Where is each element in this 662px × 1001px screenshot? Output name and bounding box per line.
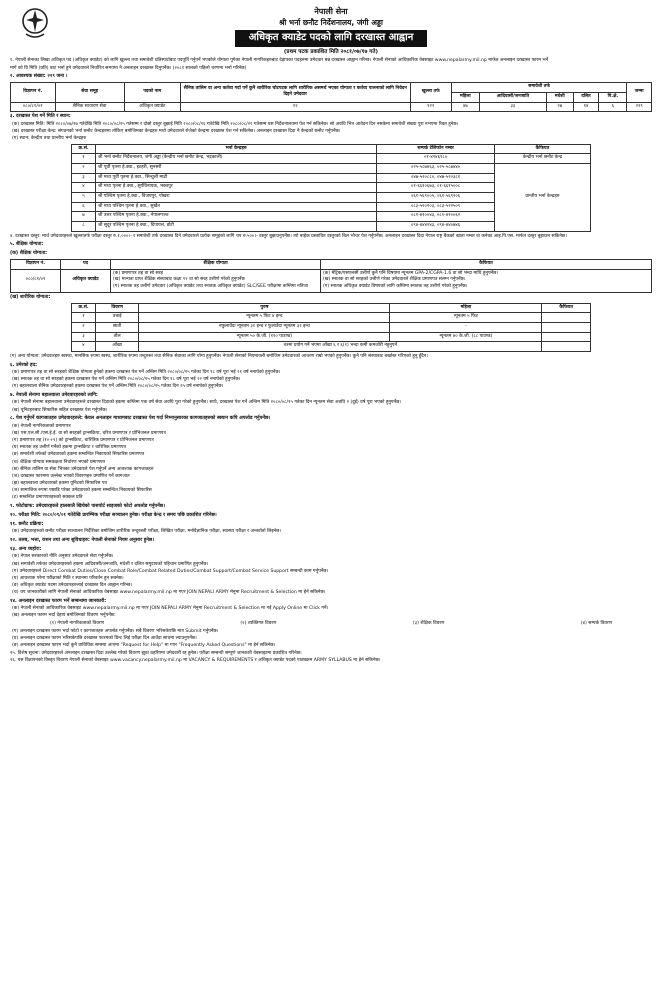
cell: श्री उत्तर पश्चिम पृतना हे.क्वा., नेपालगञ्ज — [96, 212, 377, 222]
cell: ०८०/८१/०१ — [11, 269, 61, 292]
edu-line: (ख) मान्यता प्राप्त शैक्षिक संस्थाबाट कक्षा १२ वा सो सरह उत्तीर्ण गरेको हुनुपर्नेछ — [113, 277, 245, 283]
section-2: २. आवश्यक संख्या: २२९ जना । — [10, 74, 68, 80]
form-section-item: (१) नेपाली नागरिकताको विवरण — [50, 621, 104, 627]
cell: - — [390, 322, 542, 332]
list-item: (क) उमेदवारहरुको छनौट परीक्षा सञ्चालन निर्देशिका बमोजिम शारीरिक तन्दुरुस्ती परीक्षा, लिखित परीक्षा, मनोवैज्ञानिक परीक्षा, स्वास्थ्य परीक्षा र अन्तर्वार्ता लिइनेछ। — [12, 529, 282, 535]
cell: ०४७-५२०८८०, ०४७-५२०३८१ — [377, 173, 495, 183]
form-section-item: (३) शैक्षिक विवरण — [412, 621, 445, 627]
edu-line: (ग) स्नातक तह उत्तीर्ण उमेदवार (अधिकृत क्याडेट तथा स्नातक अधिकृत क्याडेट) SLC/SEE परीक्षामा कम्तिमा नतिजा — [113, 284, 309, 290]
cell: १ — [72, 313, 96, 323]
education-table — [10, 259, 652, 293]
th-post: पद — [61, 260, 111, 270]
section-15: १५. विशेष सूचना: उमेदवारहरुले अनलाइन दरखास्त दिदा उल्लेख गरेको विवरण झुठा ठहरिएमा उमेदवारी रद्द हुनेछ। परीक्षा सम्बन्धी सम्पूर्ण जानकारी वेबसाइटमा प्रकाशित गरिनेछ। — [10, 650, 302, 656]
form-section-item: (४) सम्पर्क विवरण — [580, 621, 612, 627]
section-3b: (ख) दरखास्त परीक्षा केन्द्र: संगठनको भर्ना छनौट केन्द्रहरुमा तोकिए बमोजिमका केन्द्रहरु मध्ये उमेदवारले रोजेको केन्द्रमा दरखास्त पेश गर्न सकिनेछ। अनलाइन दरखास्त दिदा नै केन्द्रको छनौट गर्नुपर्नेछ। — [12, 128, 341, 134]
cell: श्री पूर्वी पृतना हे.क्वा., इटहरी, सुनसरी — [96, 163, 377, 173]
list-item: (ख) समावेशी तर्फका उमेदवारहरुको हकमा आदिवासी/जनजाति, मधेशी र दलित समुदायको पहिचान प्रमाणित हुनुपर्नेछ। — [12, 561, 209, 567]
remark-line: (ग) स्नातक अधिकृत क्याडेट विषयको लागि कम्तिमा स्नातक तह उत्तीर्ण गरेको हुनुपर्नेछ। — [323, 284, 468, 290]
form-section-item: (२) व्यक्तिगत विवरण — [240, 621, 277, 627]
th-women: महिला — [451, 92, 479, 102]
cell — [542, 322, 591, 332]
cell: ०२५-५८७४६३, ०२५-५८७४४० — [377, 163, 495, 173]
cell: ०६१-५६९००५, ०६१-५६९२०६ — [377, 192, 495, 202]
cell: ६ — [599, 102, 627, 112]
cell: २७ — [546, 102, 573, 112]
cell: २२९ — [627, 102, 652, 112]
cell: न्यूनतम ५ फिट — [390, 313, 542, 323]
cell: श्री मध्य पश्चिम पृतना हे.क्वा., सुर्खेत — [96, 202, 377, 212]
publish-date: (प्रथम पटक प्रकाशित मिति २०८१/०७/१७ गते) — [283, 49, 379, 55]
section-9: ९. फोटोग्राफ: उमेदवारहरुले हालसालै खिचेको पासपोर्ट साइजको फोटो अपलोड गर्नुपर्नेछ। — [10, 503, 165, 509]
cell: न्यूनतम ५० के.जी. (११० पाउण्ड) — [139, 332, 390, 342]
cell: ७ — [72, 212, 96, 222]
table-row — [11, 102, 652, 112]
list-item: (ग) अनलाइन दरखास्त फारम भर्दा फोटो र कागजातहरु अपलोड गर्नुपर्नेछ। सबै विवरण भरिसकेपछि मात्र Submit गर्नुपर्नेछ। — [12, 628, 219, 634]
section-11: ११. छनौट प्रक्रिया: — [10, 521, 44, 527]
nepal-army-emblem-icon — [20, 6, 50, 40]
list-item: (ख) स्नातक तह वा सो सरहको हकमा दरखास्त पेश गर्ने अन्तिम मिति २०८०/०८/१५ गतेका दिन १८ वर्ष पूरा भई २२ वर्ष ननाघेको हुनुपर्नेछ। — [12, 377, 241, 383]
cell: सैनिक साधारण सेवा — [55, 102, 124, 112]
section-8: ८. पेश गर्नुपर्ने कागजातहरु उमेदवारहरुले: केवल अनलाइन माध्यमबाट दरखास्त पेश गर्दा निम्नानुसारका कागजातहरुको स्क्यान कपि अपलोड गर्नुपर्नेछ। — [10, 416, 271, 422]
list-item: (ज) दरखास्त फारममा उल्लेख भएको विवरणहरु प्रमाणित गर्ने कागजात — [12, 473, 130, 479]
cell: १२२ — [410, 102, 451, 112]
cell: २ — [72, 322, 96, 332]
th-dalit: दलित — [573, 92, 599, 102]
remark-line: (क) मेट्रिक/एसएलसी उत्तीर्ण कुनै पनि विषयमा न्यूनतम GPA-2/CGPA-1.6 वा सो भन्दा माथि हुनुपर्नेछ। — [323, 270, 499, 276]
table-row — [72, 342, 591, 352]
cell: श्री मध्य पृतना हे.क्वा., सुर्यविनायक, भक्तपुर — [96, 183, 377, 193]
th-female: महिला — [390, 303, 542, 313]
th-ad-no: विज्ञापन नं. — [11, 260, 61, 270]
section-3a: (क) दरखास्त मिति: मिति २०८०/०७/१७ गतेदेखि मिति २०८०/०८/१५ गतेसम्म र दोस्रो दस्तुर बुझाई मिति २०८०/०८/१६ गतेदेखि मिति २०८०/०८/२१ गतेसम्म यस निर्देशनालयमा पेश गर्न सकिनेछ। सो अवधि भित्र आवेदन दिन नसकेमा समावेशी संख्या पुरा नभएमा रिक्त हुनेछ। — [12, 121, 459, 127]
cell: चश्मा प्रयोग गर्ने भएमा आँखा ६ र ६(१) भन्दा कमी कमजोरी नहुनुपर्ने — [139, 342, 542, 352]
notice-header — [10, 4, 652, 48]
cell: अधिकृत क्याडेट — [61, 269, 111, 292]
list-item: (च) थप जानकारीको लागि नेपाली सेनाको आधिकारिक वेबसाइट www.nepalarmy.mil.np मा गएर JOIN NEPALI ARMY मेनुमा Recruitment & Selection मा हेर्न सकिनेछ। — [12, 590, 326, 596]
cell: ५ — [72, 192, 96, 202]
th-injury: सैनिक तालिम वा अन्य कर्तव्य गर्दा पर्ने कुनै शारीरिक चोटपटक लागि शारीरिक असमर्थ भएका योग्यता र कर्तव्य पालनाको लागि निवेदन दिइने उमेदवार — [180, 83, 410, 102]
cell: ०८०/८१/०१ — [11, 102, 56, 112]
section-5: ५. शैक्षिक योग्यता: — [10, 242, 44, 248]
list-item: (ख) एस.एल.सी./एस.ई.ई. वा सो सरहको ट्रान्सक्रिप्ट, चरित्र प्रमाणपत्र र प्रोभिजनल प्रमाणपत्र — [12, 430, 166, 436]
list-item: (क) प्रमाणपत्र तह वा सो सरहको शैक्षिक योग्यता हुनेको हकमा दरखास्त पेश गर्ने अन्तिम मिति २०८०/०८/१५ गतेका दिन १८ वर्ष पूरा भई २१ वर्ष ननाघेको हुनुपर्नेछ। — [12, 370, 281, 376]
th-total: जम्मा — [627, 83, 652, 102]
th-open: खुल्ला तर्फ — [410, 83, 451, 102]
cell: केन्द्रीय भर्ना छनौट केन्द्र — [494, 154, 590, 164]
vacancy-table — [10, 82, 652, 112]
th-madhesi: मधेशी — [546, 92, 573, 102]
th-sn: क्र.सं. — [72, 303, 96, 313]
section-12: १२. तलब, भत्ता, राशन तथा अन्य सुविधाहरु: नेपाली सेनाको नियम अनुसार हुनेछ। — [10, 537, 155, 543]
cell: ०९४-४४४२४३, ०९४-४४०७४६ — [377, 221, 495, 231]
list-item: (क) नेपाल सरकारको नीति अनुसार उमेदवारले सेवा गर्नुपर्नेछ। — [12, 554, 114, 560]
section-10: १०. परीक्षा मिति: २०८०/०९/०१ गतेदेखि प्रारम्भिक परीक्षा सञ्चालन हुनेछ। परीक्षा केन्द्र र समय पछि प्रकाशित गरिनेछ। — [10, 512, 217, 518]
edu-line: (क) प्रमाणपत्र तह वा सो सरह — [113, 270, 163, 276]
table-row — [72, 332, 591, 342]
cell: ३ — [72, 332, 96, 342]
list-item: (ग) बहालवाला सैनिक उमेदवारहरुको हकमा दरखास्त पेश गर्ने अन्तिम मिति २०८०/०८/१५ गतेका दिन २५ वर्ष ननाघेको हुनुपर्नेछ। — [12, 384, 224, 390]
th-phone: सम्पर्क टेलिफोन नम्बर — [377, 144, 495, 154]
list-item: (छ) सैनिक तालिम वा सेवा भित्रका उमेदवारले पेश गर्नुपर्ने अन्य आवश्यक कागजातहरु — [12, 466, 154, 472]
list-item: (क) नेपाली नागरिकताको प्रमाणपत्र — [12, 423, 71, 429]
cell: श्री भर्ना छनौट निर्देशनालय, जंगी अड्डा (केन्द्रीय भर्ना छनौट केन्द्र, भद्रकाली) — [96, 154, 377, 164]
cell: ८ — [72, 221, 96, 231]
section-14: १४. अनलाइन दरखास्त फारम भर्ने सम्बन्धमा जानकारी: — [10, 598, 107, 604]
cell: ३ — [72, 173, 96, 183]
list-item: (ग) उमेदवारहरुले Direct Combat Duties/Close Combat Role/Combat Related Duties/Combat Support/Combat Service Support सम्बन्धी काम गर्नुपर्नेछ। — [12, 568, 329, 574]
cell: न्यूनतम ५ फिट ४ इन्च — [139, 313, 390, 323]
physical-table — [71, 303, 591, 352]
th-remark: कैफियत — [494, 144, 590, 154]
cell: २ — [72, 163, 96, 173]
cell: ०८१-४१००४३, ०८१-४१००६२ — [377, 212, 495, 222]
table-row — [72, 313, 591, 323]
cell: उचाई — [96, 313, 139, 323]
notice-banner: अधिकृत क्याडेट पदको लागि दरखास्त आह्वान — [235, 30, 428, 47]
th-centre: भर्ना केन्द्रहरु — [96, 144, 377, 154]
cell: १ — [72, 154, 96, 164]
list-item: (ङ) समावेशी तर्फको उमेदवारको हकमा सम्बन्धित निकायको सिफारिस प्रमाणपत्र — [12, 452, 145, 458]
section-5b: (ख) शारीरिक योग्यता: — [10, 294, 51, 300]
section-5a: (क) शैक्षिक योग्यता: — [10, 251, 48, 257]
list-item: (ङ) अधिकृत क्याडेट पदमा उमेदवारहरुलाई दरखास्त दिन आह्वान गरिन्छ। — [12, 583, 133, 589]
cell: तौल — [96, 332, 139, 342]
th-post: पदको नाम — [124, 83, 180, 102]
th-ad-no: विज्ञापन नं. — [11, 83, 56, 102]
remark-line: (ख) स्नातक वा सो सरहको उत्तीर्ण गरेका उमेदवारले शैक्षिक प्रमाणपत्र संलग्न गर्नुपर्नेछ। — [323, 277, 466, 283]
list-item: (घ) अनलाइन दरखास्त फारम भरिसकेपछि दरखास्त फारमको प्रिन्ट लिई परीक्षा दिन आउँदा साथमा ल्याउनुपर्नेछ। — [12, 635, 197, 641]
list-item: (घ) आवश्यक परेमा परीक्षाको मिति र स्थानमा परिवर्तन हुन सक्नेछ। — [12, 575, 124, 581]
cell — [542, 313, 591, 323]
th-remark: कैफियत — [542, 303, 591, 313]
cell: न्यूनतम ४० के.जी. (८८ पाउण्ड) — [390, 332, 542, 342]
office-name: श्री भर्ना छनौट निर्देशनालय, जंगी अड्डा — [279, 17, 383, 27]
section-13: १३. अन्य व्यहोरा: — [10, 546, 42, 552]
cell: ४ — [72, 342, 96, 352]
th-male: पुरुष — [139, 303, 390, 313]
list-item: (ञ) सामाजिक रुपमा पछाडि परेका उमेदवारको हकमा सम्बन्धित निकायको सिफारिस — [12, 488, 152, 494]
table-row — [72, 163, 591, 173]
section-3c: (ग) स्थान: केन्द्रीय तथा प्रान्तीय भर्ना केन्द्रहरु — [12, 135, 87, 141]
list-item: (ग) प्रमाणपत्र तह (१०+२) को ट्रान्सक्रिप्ट, चारित्रिक प्रमाणपत्र र प्रोभिजनल प्रमाणपत्र — [12, 438, 154, 444]
cell: ०१-४२४६९८० — [377, 154, 495, 164]
intro-text: १. नेपाली सेनाका लिखा अधिकृत पद (अधिकृत क्याडेट) को लागि खुल्ला तथा समावेशी प्रतिस्पर्धाबाट पदपूर्ति गर्नुपर्ने भएकोले योग्यता पुगेका नेपाली नागरिकहरुबाट देहायका पदहरुमा उमेदवार बन्न दरखास्त आह्वान गरिन्छ। नेपाली सेनाको आधिकारिक वेबसाइट www.nepalarmy.mil.np मार्फत अनलाइन दरखास्त फारम भर्ने — [10, 57, 549, 63]
th-edu: शैक्षिक योग्यता — [111, 260, 321, 270]
section-6: ६. उमेरको हद: — [10, 362, 38, 368]
table-row — [72, 322, 591, 332]
intro-text-2: मार्ग को वि मिति (प्रति) बाट भर्ना हुने उमेदवारले निर्धारित समयमा नै अनलाइन दरखास्त दिनुपर्नेछ। (२०८१ सालको पहिलो चरणमा भर्ना गरिनेछ) — [10, 65, 247, 71]
th-sn: क्र.सं. — [72, 144, 96, 154]
section-3: ३. दरखास्त पेश गर्ने मिति र स्थान: — [10, 114, 71, 120]
th-backward: पि.क्षे. — [599, 92, 627, 102]
cell: ६ — [72, 202, 96, 212]
cell — [542, 342, 591, 352]
th-inclusive: समावेशी तर्फ — [451, 83, 627, 93]
cell: ०८३-५२०२०३, ०८३-५२२५०९ — [377, 202, 495, 212]
th-remark: कैफियत — [321, 260, 652, 270]
cell: श्री सुदूर पश्चिम पृतना हे.क्वा., दिपायल, डोटी — [96, 221, 377, 231]
list-item: (क) नेपाली सेनाको आधिकारिक वेबसाइट www.nepalarmy.mil.np मा गएर JOIN NEPALI ARMY मेनुमा Recruitment & Selection मा गई Apply Online मा Click गर्ने। — [12, 606, 329, 612]
section-16: १६. यस विज्ञापनको विस्तृत विवरण नेपाली सेनाको वेबसाइट www.vacancy.nepalarmy.mil.np मा VACANCY & REQUIREMENTS र अधिकृत क्याडेट पदको पाठ्यक्रम ARMY SYLLABUS मा हेर्न सकिनेछ। — [10, 658, 381, 664]
cell: आँखा — [96, 342, 139, 352]
cell: ०१-६६१०६७३, ०१-६६१५००८ — [377, 183, 495, 193]
cell — [321, 269, 652, 292]
cell: अधिकृत क्याडेट — [124, 102, 180, 112]
cell: श्री मध्य पूर्वी पृतना हे.क्वा., सिन्धुली माढी — [96, 173, 377, 183]
cell: ४ — [72, 183, 96, 193]
list-item: (क) नेपाली सेनामा बहालवाला उमेदवारहरुले दरखास्त दिदाको हकमा कम्तिमा एक वर्ष सेवा अवधि पुरा गरेको हुनुपर्नेछ। साथै, दरखास्त पेश गर्ने अन्तिम मिति २०८०/०८/१५ गतेका दिन न्यूनतम सेवा अवधि २ (दुई) वर्ष पूरा भएको हुनुपर्नेछ। — [12, 400, 402, 406]
cell: श्री पश्चिम पृतना हे.क्वा., विजयपुर, पोखरा — [96, 192, 377, 202]
list-item: (झ) बहालवाला उमेदवारको हकमा यूनिटको सिफारिस पत्र — [12, 481, 107, 486]
table-row — [72, 154, 591, 164]
list-item: (ख) अनलाइन फारम भर्दा देहाय बमोजिमको विवरण भर्नुपर्नेछ: — [12, 613, 116, 619]
cell: छाती — [96, 322, 139, 332]
list-item: (ट) सम्बन्धित प्रमाणपत्रहरुको सक्कल प्रति — [12, 495, 83, 501]
table-row — [11, 269, 652, 292]
list-item: (घ) स्नातक तह उत्तीर्ण गर्नेको हकमा ट्रान्सक्रिप्ट र चारित्रिक प्रमाणपत्र — [12, 445, 126, 451]
cell: नफुलाउँदा न्यूनतम ३१ इन्च र फुलाउँदा न्यूनतम ३२ इन्च — [139, 322, 390, 332]
cell — [111, 269, 321, 292]
cell: १२ — [180, 102, 410, 112]
centres-table — [71, 144, 591, 232]
list-item: (ङ) अनलाइन दरखास्त फारम भर्दा कुनै प्राविधिक समस्या आएमा "Request for Help" मा गएर "Frequently Asked Questions" मा हेर्न सकिनेछ। — [12, 643, 276, 649]
th-service: सेवा समूह — [55, 83, 124, 102]
section-4: ४. दरखास्त दस्तुर: मार्थ उमेदवारहरुले खुल्लातर्फ परीक्षा दस्तुर रु.१,०००।- र समावेशी तर्फ दरखास्त दिने उमेदवारले प्रत्येक समूहको लागि थप रु.५००।- दस्तुर बुझाउनुपर्नेछ। त्यो बाहेक प्रस्तावित दस्तुरको बिल भौचर पेश गर्नुपर्नेछ। अनलाइन दरखास्त दिदा नेपाल राष्ट्र बैंकको खाता नम्बर वा कनेक्ट आइ.पि.एस. मार्फत दस्तुर बुझाउन सकिनेछ। — [10, 233, 567, 239]
list-item: (च) शैक्षिक योग्यता समकक्षता निर्धारण भएको प्रमाणपत्र — [12, 459, 105, 465]
section-7: ७. नेपाली सेनामा बहालवाला उमेदवारहरुको लागि: — [10, 393, 98, 399]
th-janajati: आदिवासी/जनजाति — [479, 92, 546, 102]
th-detail: विवरण — [96, 303, 139, 313]
cell: १४ — [573, 102, 599, 112]
org-name: नेपाली सेना — [314, 7, 348, 16]
cell — [542, 332, 591, 342]
cell: प्रान्तीय भर्ना केन्द्रहरु — [494, 163, 590, 231]
list-item: (ख) यूनिटहरुबाट सिफारिस सहित दरखास्त पेश गर्नुपर्नेछ। — [12, 407, 108, 413]
section-5c: (ग) अन्य योग्यता: उमेदवारहरु स्वस्थ्य, मानसिक रुपमा स्वस्थ, शारीरिक रुपमा तन्दुरुस्त तथा सैनिक सेवाका लागि योग्य हुनुपर्नेछ। नेपाली सेनाको नियमावली बमोजिम उमेदवारको आचरण राम्रो भएको हुनुपर्नेछ। कुनै पनि संस्थाबाट बर्खास्त गरिएको हुनु हुँदैन। — [10, 353, 428, 359]
cell: ४७ — [451, 102, 479, 112]
form-sections — [10, 621, 652, 628]
cell: ३३ — [479, 102, 546, 112]
